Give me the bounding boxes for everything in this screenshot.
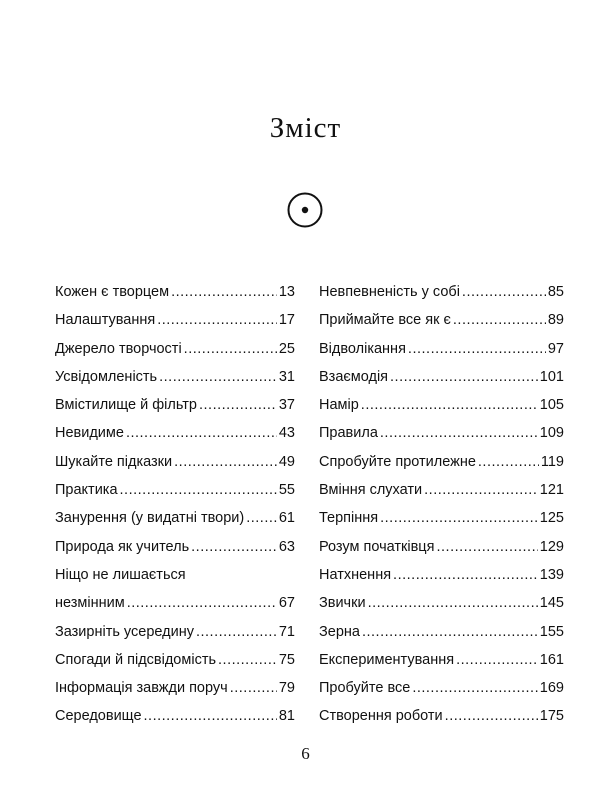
toc-entry[interactable]	[55, 510, 295, 538]
toc-right-column	[319, 284, 564, 737]
toc-entry[interactable]	[55, 425, 295, 453]
toc-entry[interactable]	[55, 708, 295, 736]
toc-entry-label: Зазирніть усередину	[55, 623, 194, 640]
dot-leader	[127, 595, 277, 611]
toc-entry-page: 97	[547, 340, 564, 357]
toc-entry-label: Натхнення	[319, 566, 392, 583]
dot-leader	[478, 454, 539, 470]
toc-entry-label-line2: незмінним	[55, 595, 125, 612]
circled-dot-icon	[286, 191, 324, 229]
toc-entry[interactable]	[319, 341, 564, 369]
page-number: 6	[301, 744, 310, 763]
toc-entry-label: Кожен є творцем	[55, 284, 170, 300]
toc-entry[interactable]	[319, 425, 564, 453]
toc-entry-label: Природа як учитель	[55, 538, 190, 555]
toc-entry-page: 89	[547, 312, 564, 329]
dot-leader	[453, 312, 546, 328]
toc-entry[interactable]	[319, 369, 564, 397]
toc-entry-page: 43	[278, 425, 295, 442]
dot-leader	[462, 284, 546, 300]
toc-entry-page: 139	[539, 566, 564, 583]
dot-leader	[393, 567, 538, 583]
toc-entry[interactable]	[319, 652, 564, 680]
dot-leader	[408, 341, 546, 357]
toc-entry-page: 13	[278, 284, 295, 300]
toc-entry-page: 119	[540, 453, 564, 470]
toc-entry-page: 81	[278, 708, 295, 725]
toc-entry-label: Шукайте підказки	[55, 453, 173, 470]
dot-leader	[120, 482, 277, 498]
toc-entry-page: 161	[539, 651, 564, 668]
toc-entry-label: Пробуйте все	[319, 680, 411, 697]
page-title: Зміст	[269, 112, 342, 144]
toc-entry[interactable]	[319, 708, 564, 736]
toc-entry[interactable]	[319, 567, 564, 595]
toc-entry-label: Зерна	[319, 623, 360, 640]
toc-entry-page: 105	[539, 397, 564, 414]
toc-entry-page: 79	[278, 680, 295, 697]
toc-entry-label: Спогади й підсвідомість	[55, 651, 217, 668]
toc-entry[interactable]	[55, 312, 295, 340]
toc-entry-label: Намір	[319, 397, 359, 414]
toc-entry-page: 31	[278, 368, 295, 385]
toc-entry-label: Джерело творчості	[55, 340, 182, 357]
toc-entry[interactable]	[319, 312, 564, 340]
toc-entry-page: 129	[539, 538, 564, 555]
toc-entry-label: Експериментування	[319, 651, 455, 668]
toc-entry[interactable]	[55, 539, 295, 567]
toc-entry-page: 121	[539, 482, 564, 499]
toc-entry-label: Налаштування	[55, 312, 156, 329]
toc-entry-label: Спробуйте протилежне	[319, 453, 476, 470]
toc-entry[interactable]	[55, 369, 295, 397]
dot-leader	[126, 425, 277, 441]
toc-entry-page: 175	[539, 708, 564, 725]
toc-entry[interactable]	[319, 624, 564, 652]
toc-entry[interactable]	[55, 454, 295, 482]
toc-entry-label: Практика	[55, 482, 118, 499]
dot-leader	[144, 708, 277, 724]
toc-entry-label: Невпевненість у собі	[319, 284, 460, 300]
toc-entry-page: 101	[539, 368, 564, 385]
toc-entry[interactable]	[55, 397, 295, 425]
dot-leader	[424, 482, 538, 498]
toc-entry-page: 63	[278, 538, 295, 555]
toc-entry-label: Створення роботи	[319, 708, 443, 725]
toc-entry-page: 125	[539, 510, 564, 527]
dot-leader	[159, 369, 277, 385]
toc-entry-label: Звички	[319, 595, 366, 612]
toc-entry-page: 145	[539, 595, 564, 612]
toc-entry[interactable]	[55, 652, 295, 680]
toc-entry-label-line1: Ніщо не лишається	[55, 566, 186, 583]
toc-entry[interactable]	[55, 567, 295, 624]
toc-entry-label: Приймайте все як є	[319, 312, 451, 329]
toc-left-column	[55, 284, 295, 737]
toc-entry-label: Інформація завжди поруч	[55, 680, 228, 697]
toc-entry-page: 49	[278, 453, 295, 470]
toc-entry[interactable]	[55, 680, 295, 708]
toc-entry-label: Відволікання	[319, 340, 406, 357]
toc-entry-label: Взаємодія	[319, 368, 389, 385]
toc-entry-page: 75	[278, 651, 295, 668]
dot-leader	[191, 539, 277, 555]
toc-entry-label: Вміння слухати	[319, 482, 423, 499]
toc-entry-page: 169	[539, 680, 564, 697]
toc-entry[interactable]	[319, 539, 564, 567]
toc-entry-page: 67	[278, 595, 295, 612]
dot-leader	[157, 312, 277, 328]
toc-entry-page: 17	[278, 312, 295, 329]
dot-leader	[390, 369, 538, 385]
toc-entry-label: Середовище	[55, 708, 142, 725]
dot-leader	[230, 680, 277, 696]
dot-leader	[184, 341, 277, 357]
toc-entry-label: Розум початківця	[319, 538, 435, 555]
dot-leader	[412, 680, 537, 696]
toc-entry[interactable]	[319, 510, 564, 538]
toc-entry-label: Вмістилище й фільтр	[55, 397, 197, 414]
dot-leader	[174, 454, 277, 470]
toc-entry[interactable]	[319, 482, 564, 510]
toc-entry[interactable]	[319, 595, 564, 623]
toc-entry-page: 25	[278, 340, 295, 357]
dot-leader	[380, 425, 538, 441]
dot-leader	[380, 510, 538, 526]
toc-entry[interactable]	[55, 624, 295, 652]
dot-leader	[196, 624, 277, 640]
toc-entry-page: 55	[278, 482, 295, 499]
toc-entry-label: Терпіння	[319, 510, 379, 527]
toc-entry-page: 155	[539, 623, 564, 640]
toc-entry[interactable]	[319, 284, 564, 312]
toc-entry[interactable]	[319, 454, 564, 482]
dot-leader	[246, 510, 277, 526]
toc-entry-page: 37	[278, 397, 295, 414]
toc-entry-page: 85	[547, 284, 564, 300]
toc-entry-label: Невидиме	[55, 425, 124, 442]
toc-entry[interactable]	[55, 482, 295, 510]
dot-leader	[436, 539, 537, 555]
toc-entry[interactable]	[55, 284, 295, 312]
dot-leader	[456, 652, 538, 668]
toc-entry[interactable]	[55, 341, 295, 369]
dot-leader	[362, 624, 538, 640]
dot-leader	[171, 284, 277, 300]
toc-entry-page: 61	[278, 510, 295, 527]
toc-entry-page: 71	[278, 623, 295, 640]
toc-entry-label: Правила	[319, 425, 378, 442]
toc-entry-label: Усвідомленість	[55, 368, 158, 385]
toc-entry-label: Занурення (у видатні твори)	[55, 510, 245, 527]
toc-entry-page: 109	[539, 425, 564, 442]
dot-leader	[218, 652, 277, 668]
dot-leader	[361, 397, 538, 413]
dot-leader	[445, 708, 538, 724]
dot-leader	[199, 397, 277, 413]
dot-leader	[368, 595, 538, 611]
toc-entry[interactable]	[319, 397, 564, 425]
toc-entry[interactable]	[319, 680, 564, 708]
